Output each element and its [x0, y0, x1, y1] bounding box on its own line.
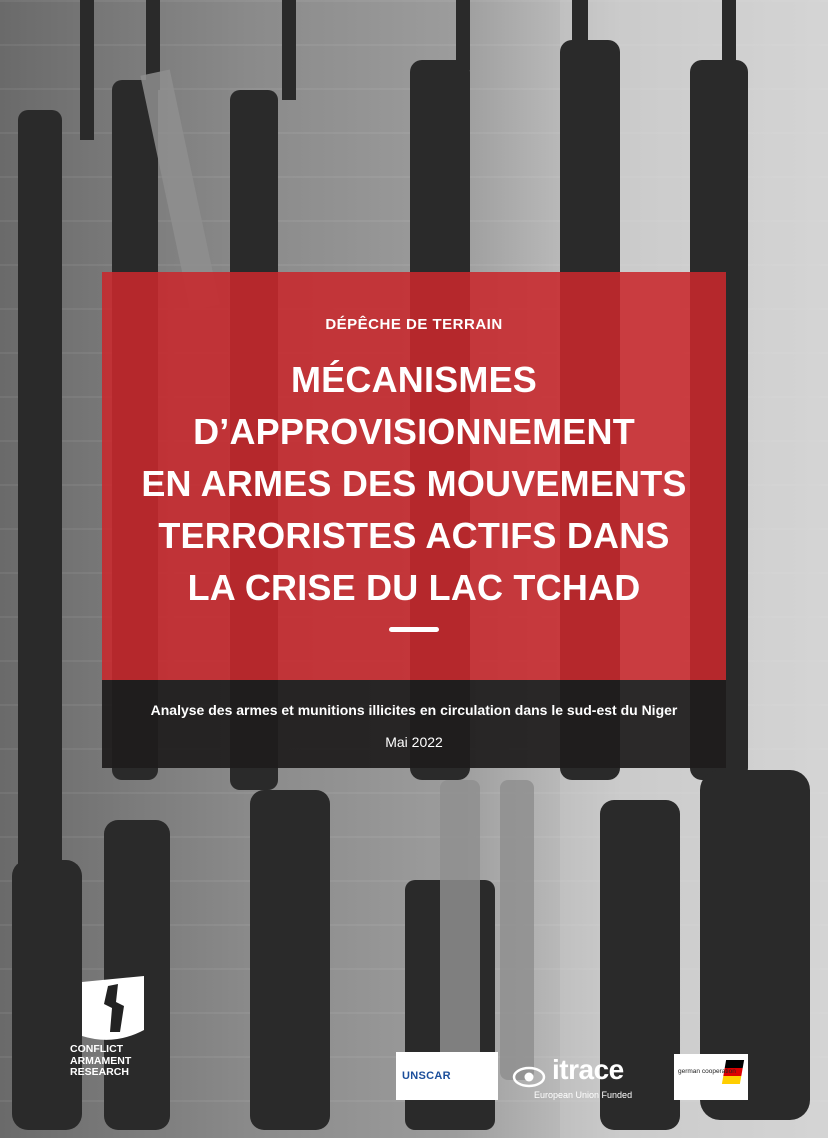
kicker-label: DÉPÊCHE DE TERRAIN	[325, 316, 503, 333]
itrace-funding-text: European Union Funded	[534, 1090, 633, 1100]
itrace-logo	[510, 1054, 658, 1104]
unscar-logo	[396, 1052, 498, 1100]
title-line: LA CRISE DU LAC TCHAD	[187, 567, 641, 608]
german-logo-text: german cooperation	[678, 1068, 736, 1075]
itrace-logo-text: itrace	[552, 1054, 624, 1085]
title-line: D’APPROVISIONNEMENT	[193, 411, 635, 452]
itrace-eye-icon	[512, 1064, 546, 1090]
conflict-armament-research-logo	[74, 972, 152, 1102]
report-subtitle: Analyse des armes et munitions illicites en circulation dans le sud-est du Niger	[150, 702, 678, 718]
subtitle-band	[102, 680, 726, 768]
car-logo-line: RESEARCH	[70, 1066, 129, 1078]
car-logo-line: ARMAMENT	[70, 1054, 132, 1067]
unscar-logo-text: UNSCAR	[402, 1070, 451, 1082]
publication-date: Mai 2022	[385, 734, 443, 750]
title-panel	[102, 272, 726, 680]
report-title	[102, 354, 726, 614]
german-cooperation-logo	[674, 1054, 748, 1100]
car-logo-line: CONFLICT	[70, 1043, 124, 1055]
car-logo-text	[70, 1044, 160, 1079]
title-line: MÉCANISMES	[290, 359, 538, 400]
title-divider	[389, 627, 439, 632]
title-line: TERRORISTES ACTIFS DANS	[158, 515, 670, 556]
title-line: EN ARMES DES MOUVEMENTS	[141, 463, 687, 504]
